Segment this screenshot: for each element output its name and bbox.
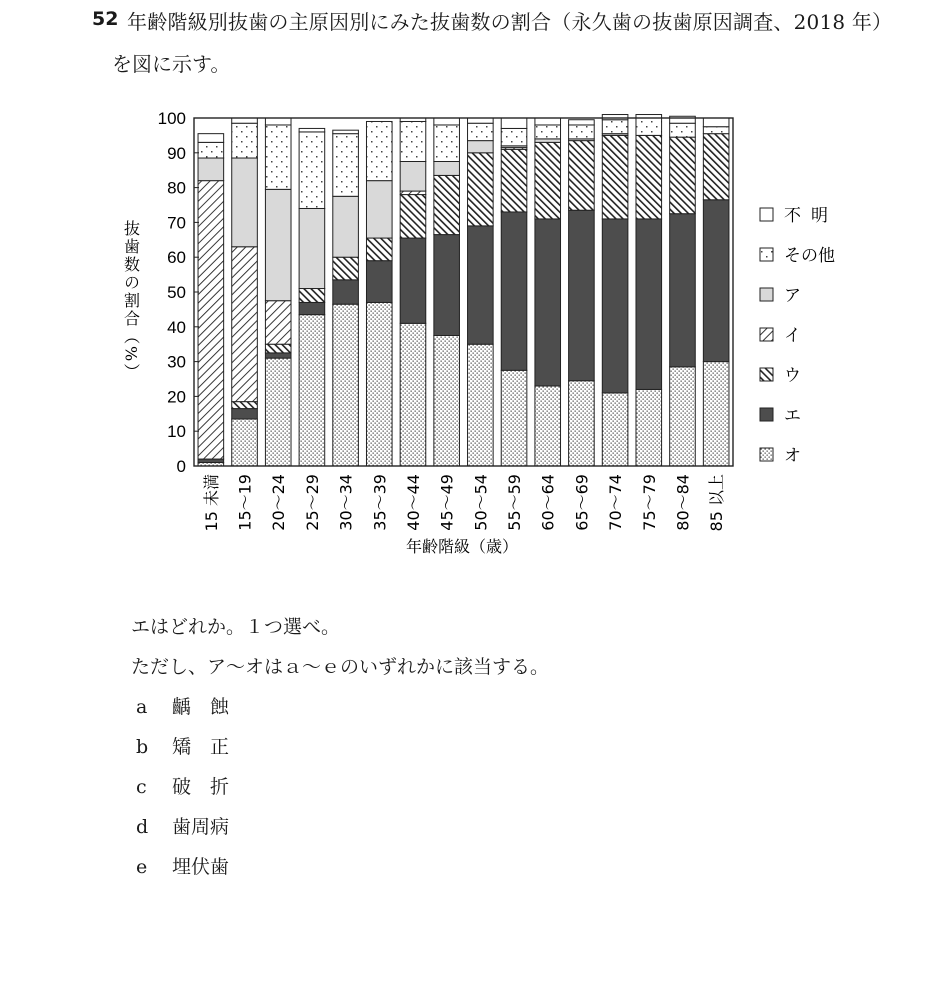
option-letter: c <box>136 776 147 798</box>
bar-segment <box>265 118 291 125</box>
bar-segment <box>569 381 595 466</box>
bar-segment <box>569 125 595 139</box>
y-tick-label: 0 <box>176 457 186 476</box>
bar-segment <box>569 141 595 211</box>
option-d[interactable] <box>136 812 229 839</box>
y-tick-label: 50 <box>167 283 186 302</box>
bar-segment <box>400 162 426 192</box>
bar-segment <box>265 125 291 189</box>
bar-segment <box>366 238 392 261</box>
legend-label: 不明 <box>784 206 838 226</box>
y-tick-label: 90 <box>167 143 186 163</box>
bar-segment <box>535 219 561 386</box>
x-tick-label: 85 以上 <box>707 474 727 532</box>
bar-segment <box>333 304 359 466</box>
option-text: 埋伏歯 <box>172 856 230 878</box>
bar-segment <box>434 118 460 125</box>
bar-segment <box>501 370 527 466</box>
option-letter: e <box>136 856 148 878</box>
bar-segment <box>602 120 628 134</box>
question-note: ただし、ア～オはａ～ｅのいずれかに該当する。 <box>131 656 550 678</box>
bar-segment <box>703 200 729 362</box>
bar-segment <box>333 257 359 280</box>
y-tick-label: 60 <box>167 248 186 268</box>
x-tick-label: 65～69 <box>572 474 592 531</box>
legend-swatch <box>760 328 773 341</box>
y-tick-label: 10 <box>167 422 186 442</box>
bar-segment <box>501 128 527 145</box>
bar-segment <box>232 123 258 158</box>
legend-swatch <box>760 288 773 301</box>
y-tick-label: 30 <box>167 352 186 372</box>
bar-segment <box>636 135 662 219</box>
bar-segment <box>198 181 224 459</box>
x-tick-label: 45～49 <box>437 474 457 531</box>
bar-segment <box>636 219 662 390</box>
bar-segment <box>265 353 291 358</box>
bar-segment <box>535 142 561 219</box>
bar-segment <box>703 127 729 134</box>
bar-segment <box>333 280 359 304</box>
bar-segment <box>198 142 224 158</box>
bar-segment <box>569 210 595 381</box>
option-a[interactable] <box>136 692 229 719</box>
legend-label: ア <box>784 286 801 306</box>
legend-label: オ <box>784 446 801 466</box>
bar-segment <box>535 118 561 125</box>
bar-segment <box>434 162 460 176</box>
bar-segment <box>468 123 494 140</box>
x-tick-label: 80～84 <box>673 474 693 531</box>
legend-swatch <box>760 408 773 421</box>
bar-segment <box>232 247 258 402</box>
option-letter: a <box>136 696 148 718</box>
bar-segment <box>602 135 628 219</box>
bar-segment <box>400 238 426 323</box>
bar-segment <box>703 362 729 466</box>
bar-segment <box>602 219 628 393</box>
bar-segment <box>535 139 561 142</box>
bar-segment <box>602 115 628 120</box>
x-tick-label: 15 未満 <box>201 474 221 532</box>
bar-segment <box>434 175 460 234</box>
x-axis-title: 年齢階級（歳） <box>405 537 519 556</box>
legend-label: その他 <box>784 246 835 266</box>
bar-segment <box>501 118 527 128</box>
x-tick-label: 60～64 <box>538 474 558 531</box>
bar-segment <box>703 134 729 200</box>
bar-segment <box>299 208 325 288</box>
bar-segment <box>434 125 460 162</box>
x-tick-label: 35～39 <box>370 474 390 531</box>
question-title: 年齢階級別抜歯の主原因別にみた抜歯数の割合（永久歯の抜歯原因調査、2018 年） <box>127 10 893 34</box>
bar-segment <box>232 419 258 466</box>
x-tick-label: 50～54 <box>471 474 491 531</box>
y-tick-label: 70 <box>167 213 186 233</box>
bar-segment <box>265 344 291 353</box>
bar-segment <box>535 125 561 139</box>
bar-segment <box>400 121 426 161</box>
bar-segment <box>400 191 426 194</box>
bar-segment <box>501 212 527 370</box>
question-title-continuation: を図に示す。 <box>112 52 231 76</box>
bar-segment <box>670 367 696 466</box>
bar-segment <box>400 323 426 466</box>
bar-segment <box>198 158 224 181</box>
bar-segment <box>636 118 662 135</box>
bar-segment <box>535 386 561 466</box>
bar-segment <box>198 134 224 143</box>
legend-swatch <box>760 248 773 261</box>
x-tick-label: 75～79 <box>639 474 659 531</box>
option-text: 矯 正 <box>172 736 230 758</box>
x-tick-label: 70～74 <box>606 474 626 531</box>
bar-segment <box>434 235 460 336</box>
bar-segment <box>232 409 258 419</box>
legend-label: エ <box>784 406 801 426</box>
bar-segment <box>703 118 729 127</box>
bar-segment <box>232 118 258 123</box>
legend-swatch <box>760 208 773 221</box>
option-e[interactable] <box>136 852 229 879</box>
bar-segment <box>265 189 291 300</box>
legend-label: ウ <box>784 366 801 386</box>
bar-segment <box>299 132 325 209</box>
question-prompt: エはどれか。１つ選べ。 <box>131 616 341 638</box>
y-tick-label: 100 <box>157 109 186 128</box>
bar-segment <box>468 153 494 226</box>
option-b[interactable] <box>136 732 229 759</box>
y-tick-label: 20 <box>167 387 186 407</box>
y-tick-label: 80 <box>167 178 186 198</box>
bar-segment <box>265 301 291 345</box>
option-c[interactable] <box>136 772 229 799</box>
bar-segment <box>569 120 595 125</box>
bar-segment <box>299 289 325 303</box>
option-text: 齲 蝕 <box>172 696 230 718</box>
bar-segment <box>366 181 392 238</box>
bar-segment <box>333 196 359 257</box>
bar-segment <box>366 302 392 466</box>
bar-segment <box>468 118 494 123</box>
bar-segment <box>501 149 527 212</box>
bar-segment <box>400 195 426 239</box>
bar-segment <box>670 123 696 137</box>
bar-segment <box>232 158 258 247</box>
option-letter: d <box>136 816 149 838</box>
y-axis-title: 抜歯数の割合（%） <box>121 220 141 382</box>
bar-segment <box>366 121 392 180</box>
bar-segment <box>265 358 291 466</box>
bar-segment <box>468 141 494 153</box>
bar-segment <box>602 393 628 466</box>
option-text: 破 折 <box>172 776 230 798</box>
x-tick-label: 20～24 <box>269 474 289 531</box>
option-letter: b <box>136 736 149 758</box>
legend-swatch <box>760 448 773 461</box>
bar-segment <box>468 344 494 466</box>
bar-segment <box>299 302 325 314</box>
bar-segment <box>636 389 662 466</box>
bar-segment <box>670 214 696 367</box>
bar-segment <box>232 402 258 409</box>
bar-segment <box>468 226 494 344</box>
x-tick-label: 30～34 <box>336 474 356 531</box>
x-tick-label: 40～44 <box>403 474 423 531</box>
x-tick-label: 55～59 <box>505 474 525 531</box>
bar-segment <box>366 261 392 303</box>
legend-label: イ <box>784 326 801 346</box>
bar-segment <box>333 134 359 197</box>
question-number: 52 <box>92 8 119 30</box>
bar-segment <box>198 459 224 462</box>
y-tick-label: 40 <box>167 317 186 337</box>
x-tick-label: 15～19 <box>235 474 255 531</box>
bar-segment <box>333 130 359 133</box>
bar-segment <box>299 128 325 131</box>
x-tick-label: 25～29 <box>302 474 322 531</box>
legend-swatch <box>760 368 773 381</box>
option-text: 歯周病 <box>172 816 230 838</box>
bar-segment <box>434 336 460 467</box>
bar-segment <box>670 137 696 214</box>
bar-segment <box>299 315 325 466</box>
